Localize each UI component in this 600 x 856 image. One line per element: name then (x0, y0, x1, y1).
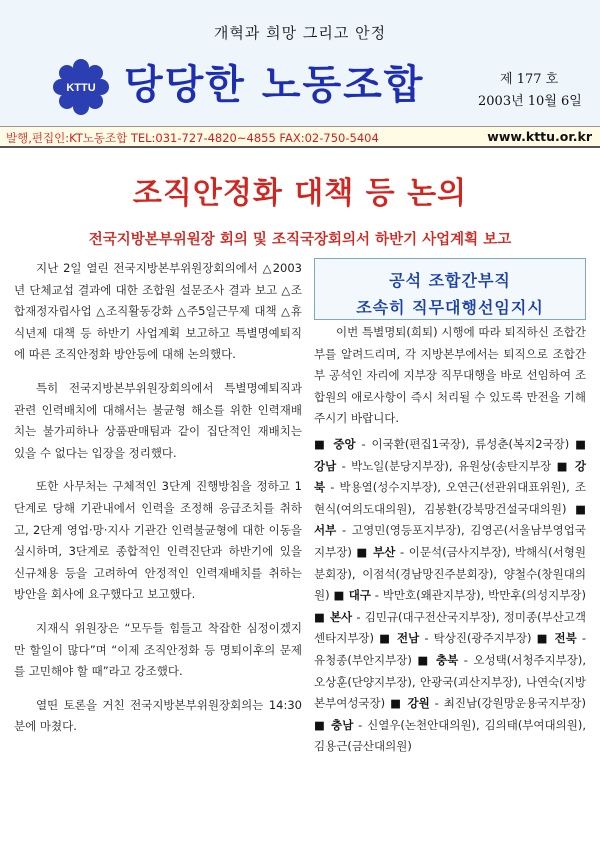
region-label: ■ 강남 (314, 436, 586, 473)
region-members: - 최진남(강원망운용국지부장) (429, 696, 587, 711)
notice-title-line1: 공석 조합간부직 (389, 271, 511, 290)
region-label: ■ 부산 (356, 544, 396, 559)
region-label: ■ 강원 (390, 696, 430, 711)
sidebar-notice (314, 258, 586, 758)
article-paragraph: 또한 사무처는 구체적인 3단계 진행방침을 정하고 1단계로 당해 기관내에서 인력을 조정해 응급조치를 취하고, 2단계 영업·망·지사 기관간 인력불균형에 대한 이동을 실시하며, 3단계로 종합적인 인력진단과 하반기에 있을 신규채용 등을 고려하여 안정적인 인력재배치를 취하는 방안을 회사에 요구했다고 보고했다. (14, 479, 302, 602)
issue-number: 제 177 호 (500, 72, 559, 87)
region-members: - 이국환(편집1국장), 류성춘(복지2국장) (355, 436, 576, 451)
article-body (14, 258, 302, 750)
region-label: ■ 전북 (536, 631, 577, 646)
article-paragraph: 지재식 위원장은 “모두들 힘들고 착잡한 심정이겠지만 할일이 많다”며 “이제 조직안정화 등 명퇴이후의 문제를 고민해야 할 때”라고 강조했다. (14, 620, 302, 679)
region-label: ■ 충남 (314, 717, 354, 732)
region-members: - 신열우(논천안대의원), 김의태(부여대의원), 김용근(금산대의원) (314, 717, 586, 754)
region-members: - 탁상진(광주지부장) (419, 631, 537, 646)
notice-intro: 이번 특별명퇴(희퇴) 시행에 따라 퇴직하신 조합간부를 알려드리며, 각 지방본부에서는 퇴직으로 조합간부 공석인 자리에 지부장 직무대행을 바로 선임하여 조합원의 애로사항이 즉시 처리될 수 있도록 만전을 기해주시기 바랍니다. (314, 325, 586, 426)
region-members: - 박노일(분당지부장), 유원상(송탄지부장 (336, 458, 557, 473)
region-label: ■ 본사 (314, 609, 353, 624)
website-link[interactable]: www.kttu.or.kr (487, 129, 592, 144)
region-label: ■ 전남 (379, 631, 420, 646)
masthead (0, 0, 600, 127)
article-subheadline: 전국지방본부위원장 회의 및 조직국장회의서 하반기 사업계획 보고 (88, 232, 512, 248)
region-members: - 고영민(영등포지부장), 김영곤(서울남부영업국지부장) (314, 523, 586, 559)
region-members: - 김민규(대구전산국지부장), 정미종(부산고객센타지부장) (314, 609, 586, 646)
region-members: - 박만호(왜관지부장), 박만후(의성지부장) (370, 588, 586, 603)
region-label: ■ 대구 (333, 588, 371, 603)
logo-text: KTTU (66, 82, 96, 94)
publisher-contact: 발행,편집인:KT노동조합 TEL:031-727-4820~4855 FAX:02-750-5404 (6, 131, 379, 145)
newsletter-title: 당당한 노동조합 (124, 62, 425, 108)
notice-title-line2: 조속히 직무대행선임지시 (356, 298, 544, 317)
region-members: - 이문석(금사지부장), 박해식(서형원분회장), 이점석(경남망진주분회장), 양철수(창원대의원) (314, 544, 586, 603)
union-logo (52, 58, 110, 116)
article-paragraph: 열띤 토론을 거친 전국지방본부위원장회의는 14:30분에 마쳤다. (14, 697, 302, 734)
region-members: - 박용열(성수지부장), 오연근(선관위대표위원), 조현식(여의도대의원), 김봉환(강북망건설국대의원) (314, 480, 586, 516)
notice-title-box (314, 258, 586, 320)
issue-date: 2003년 10월 6일 (478, 94, 582, 109)
region-label: ■ 강북 (314, 458, 586, 495)
region-label: ■ 중앙 (314, 436, 356, 451)
retiree-roster (314, 434, 586, 758)
region-label: ■ 서부 (314, 501, 586, 538)
region-members: - 오성택(서청주지부장), 오상훈(단양지부장), 안광국(괴산지부장), 나연숙(지방본부여성국장) (314, 652, 587, 711)
article-paragraph: 지난 2일 열린 전국지방본부위원장회의에서 △2003년 단체교섭 결과에 대한 조합원 설문조사 결과 보고 △조합재정자립사업 △조직활동강화 △주5일근무제 대책 △휴식년제 대책 등 하반기 사업계획 보고하고 특별명예퇴직에 따른 조직안정화 방안등에 대해 논의했다. (14, 261, 302, 362)
region-label: ■ 충북 (417, 652, 459, 667)
article-paragraph: 특히 전국지방본부위원장회의에서 특별명예퇴직과 관련 인력배치에 대해서는 불균형 해소를 위한 인력재배치는 불가피하나 상품판매팀과 같이 집단적인 재배치는 있을 수 없다는 입장을 정리했다. (14, 380, 302, 460)
region-members: - 유청종(부안지부장) (314, 631, 587, 667)
article-headline: 조직안정화 대책 등 논의 (132, 176, 468, 211)
publisher-info-bar (0, 126, 600, 148)
slogan: 개혁과 희망 그리고 안정 (213, 24, 387, 42)
